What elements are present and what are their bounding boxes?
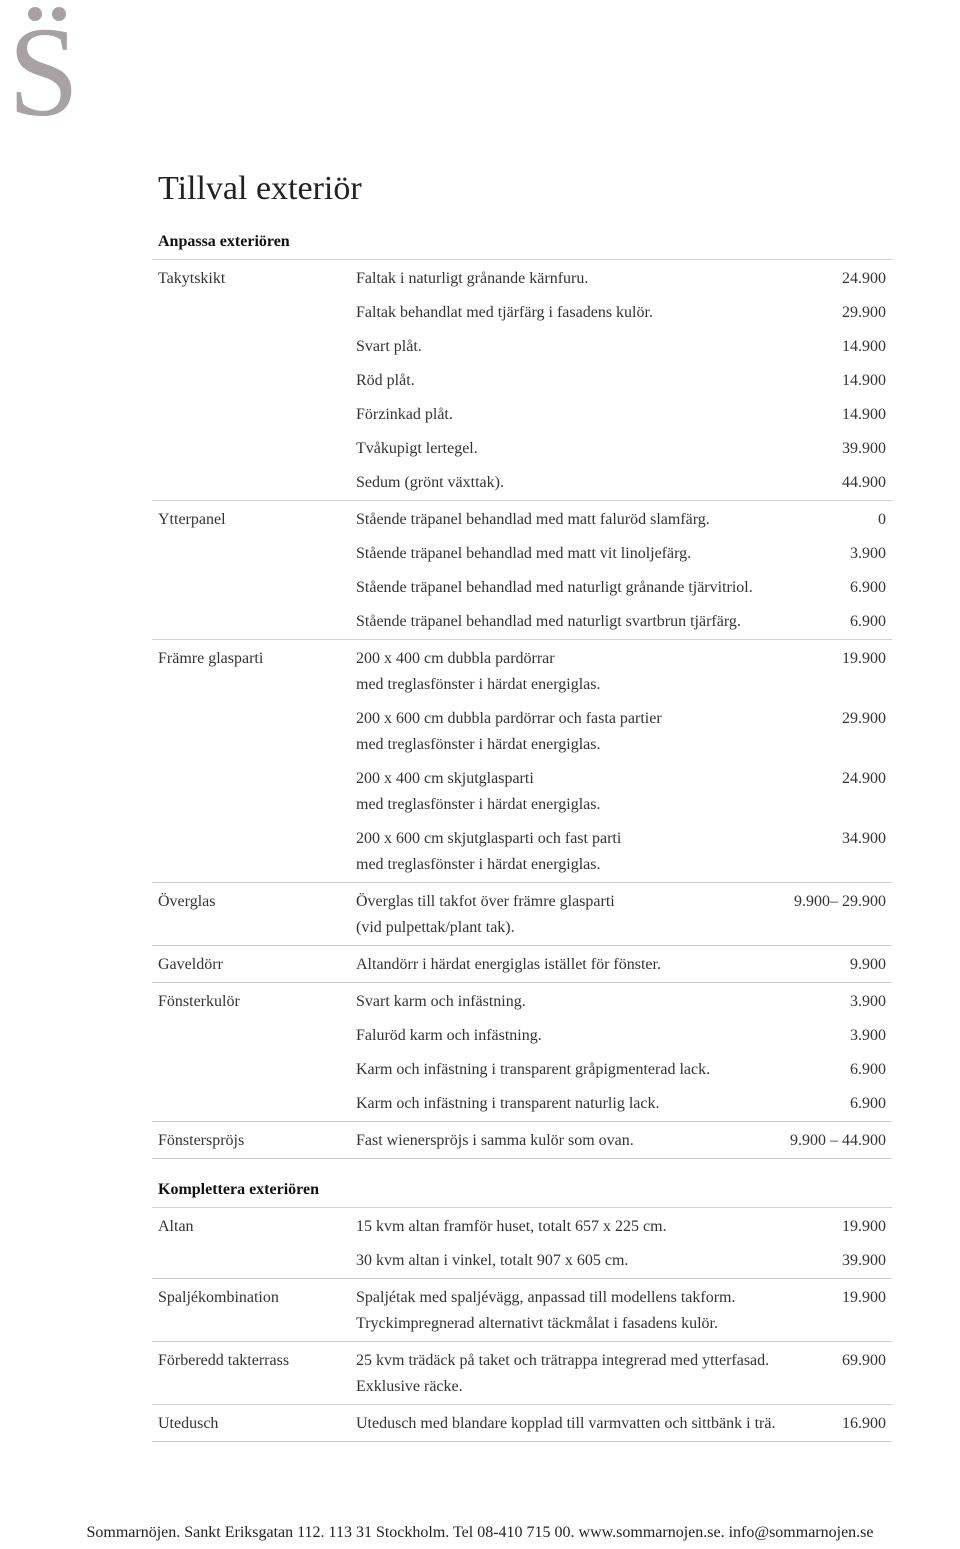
option-price: 69.900: [842, 1352, 886, 1369]
option-row: [152, 368, 892, 394]
option-description: [356, 470, 776, 496]
description-line: Altandörr i härdat energiglas istället för fönster.: [356, 956, 661, 973]
description-line: 200 x 600 cm skjutglasparti och fast parti: [356, 830, 622, 847]
option-row: [152, 1411, 892, 1437]
description-line: Spaljétak med spaljévägg, anpassad till modellens takform.: [356, 1289, 736, 1306]
option-row: [152, 609, 892, 635]
option-description: [356, 1285, 776, 1337]
description-line: Sedum (grönt växttak).: [356, 474, 504, 491]
option-description: [356, 1128, 776, 1154]
description-line: Stående träpanel behandlad med matt faluröd slamfärg.: [356, 511, 710, 528]
description-line: Faluröd karm och infästning.: [356, 1027, 542, 1044]
option-group: [152, 883, 892, 946]
description-line: Överglas till takfot över främre glasparti: [356, 893, 615, 910]
page-title: Tillval exteriör: [158, 170, 362, 207]
option-description: [356, 507, 776, 533]
option-price: 19.900: [842, 650, 886, 667]
option-description: [356, 1214, 776, 1240]
option-price: 6.900: [850, 613, 886, 630]
description-line: Röd plåt.: [356, 372, 415, 389]
option-description: [356, 826, 776, 878]
option-description: [356, 436, 776, 462]
option-price: 24.900: [842, 770, 886, 787]
option-category: Överglas: [158, 893, 216, 910]
option-price: 6.900: [850, 1095, 886, 1112]
description-line: 200 x 400 cm dubbla pardörrar: [356, 650, 555, 667]
option-group: [152, 1405, 892, 1442]
option-description: [356, 1411, 776, 1437]
option-price: 0: [878, 511, 886, 528]
option-price: 14.900: [842, 372, 886, 389]
option-description: [356, 952, 776, 978]
description-line: 200 x 400 cm skjutglasparti: [356, 770, 534, 787]
description-line: 200 x 600 cm dubbla pardörrar och fasta partier: [356, 710, 662, 727]
description-line: 15 kvm altan framför huset, totalt 657 x 225 cm.: [356, 1218, 667, 1235]
option-price: 29.900: [842, 710, 886, 727]
description-line: Karm och infästning i transparent naturlig lack.: [356, 1095, 660, 1112]
option-description: [356, 266, 776, 292]
option-group: [152, 946, 892, 983]
description-line: med treglasfönster i härdat energiglas.: [356, 856, 601, 873]
description-line: Faltak i naturligt grånande kärnfuru.: [356, 270, 589, 287]
option-category: Spaljékombination: [158, 1289, 279, 1306]
option-group: [152, 501, 892, 640]
option-price: 16.900: [842, 1415, 886, 1432]
description-line: med treglasfönster i härdat energiglas.: [356, 676, 601, 693]
option-row: [152, 300, 892, 326]
option-price: 29.900: [842, 304, 886, 321]
option-description: [356, 889, 776, 941]
option-row: [152, 334, 892, 360]
option-category: Ytterpanel: [158, 511, 226, 528]
section-komplettera-exterioren: [152, 1181, 892, 1442]
section-anpassa-exterioren: [152, 233, 892, 1159]
option-group: [152, 1208, 892, 1279]
option-price: 14.900: [842, 338, 886, 355]
option-price: 19.900: [842, 1218, 886, 1235]
option-price: 6.900: [850, 579, 886, 596]
description-line: Tvåkupigt lertegel.: [356, 440, 478, 457]
option-description: [356, 368, 776, 394]
option-group: [152, 1122, 892, 1159]
logo-letter: S: [8, 1, 80, 143]
option-group: [152, 983, 892, 1122]
description-line: Förzinkad plåt.: [356, 406, 453, 423]
description-line: Svart karm och infästning.: [356, 993, 526, 1010]
option-row: [152, 1285, 892, 1337]
option-description: [356, 1023, 776, 1049]
option-category: Fönsterspröjs: [158, 1132, 245, 1149]
description-line: Stående träpanel behandlad med naturligt grånande tjärvitriol.: [356, 579, 753, 596]
option-description: [356, 1348, 776, 1400]
option-category: Förberedd takterrass: [158, 1352, 290, 1369]
description-line: med treglasfönster i härdat energiglas.: [356, 796, 601, 813]
option-row: [152, 507, 892, 533]
description-line: med treglasfönster i härdat energiglas.: [356, 736, 601, 753]
option-description: [356, 989, 776, 1015]
description-line: Exklusive räcke.: [356, 1378, 463, 1395]
option-description: [356, 609, 776, 635]
description-line: Utedusch med blandare kopplad till varmvatten och sittbänk i trä.: [356, 1415, 776, 1432]
option-price: 6.900: [850, 1061, 886, 1078]
option-price: 44.900: [842, 474, 886, 491]
option-row: [152, 266, 892, 292]
option-group: [152, 1279, 892, 1342]
option-row: [152, 766, 892, 818]
option-group: [152, 640, 892, 883]
option-description: [356, 402, 776, 428]
option-price: 34.900: [842, 830, 886, 847]
description-line: Fast wienerspröjs i samma kulör som ovan.: [356, 1132, 634, 1149]
option-price: 3.900: [850, 993, 886, 1010]
option-description: [356, 1091, 776, 1117]
option-price: 24.900: [842, 270, 886, 287]
option-category: Främre glasparti: [158, 650, 264, 667]
option-row: [152, 1214, 892, 1240]
option-category: Fönsterkulör: [158, 993, 240, 1010]
option-row: [152, 402, 892, 428]
option-price: 3.900: [850, 545, 886, 562]
description-line: Svart plåt.: [356, 338, 422, 355]
option-row: [152, 1248, 892, 1274]
option-row: [152, 989, 892, 1015]
option-description: [356, 646, 776, 698]
option-row: [152, 436, 892, 462]
section-heading: Anpassa exteriören: [158, 233, 290, 250]
option-group: [152, 1342, 892, 1405]
option-category: Utedusch: [158, 1415, 219, 1432]
description-line: Stående träpanel behandlad med naturligt svartbrun tjärfärg.: [356, 613, 741, 630]
option-row: [152, 1091, 892, 1117]
option-category: Takytskikt: [158, 270, 226, 287]
description-line: Faltak behandlat med tjärfärg i fasadens kulör.: [356, 304, 653, 321]
option-row: [152, 1023, 892, 1049]
option-row: [152, 541, 892, 567]
option-row: [152, 952, 892, 978]
option-row: [152, 1057, 892, 1083]
option-price: 3.900: [850, 1027, 886, 1044]
option-groups: [152, 1208, 892, 1442]
option-price: 9.900– 29.900: [794, 893, 886, 910]
description-line: Karm och infästning i transparent gråpigmenterad lack.: [356, 1061, 711, 1078]
option-row: [152, 1348, 892, 1400]
option-group: [152, 260, 892, 501]
option-price: 39.900: [842, 440, 886, 457]
option-description: [356, 300, 776, 326]
option-description: [356, 334, 776, 360]
option-category: Gaveldörr: [158, 956, 223, 973]
option-price: 39.900: [842, 1252, 886, 1269]
footer-contact: Sommarnöjen. Sankt Eriksgatan 112. 113 31 Stockholm. Tel 08-410 715 00. www.sommarnojen.se. info@sommarnojen.se: [86, 1524, 874, 1541]
option-row: [152, 1128, 892, 1154]
option-description: [356, 766, 776, 818]
option-price: 19.900: [842, 1289, 886, 1306]
option-row: [152, 706, 892, 758]
option-row: [152, 889, 892, 941]
option-row: [152, 470, 892, 496]
option-row: [152, 826, 892, 878]
option-groups: [152, 260, 892, 1159]
description-line: (vid pulpettak/plant tak).: [356, 919, 515, 936]
option-description: [356, 1248, 776, 1274]
option-price: 14.900: [842, 406, 886, 423]
option-category: Altan: [158, 1218, 194, 1235]
description-line: 25 kvm trädäck på taket och trätrappa integrerad med ytterfasad.: [356, 1352, 770, 1369]
option-description: [356, 706, 776, 758]
option-row: [152, 646, 892, 698]
description-line: Stående träpanel behandlad med matt vit linoljefärg.: [356, 545, 692, 562]
section-heading: Komplettera exteriören: [158, 1181, 319, 1198]
option-price: 9.900 – 44.900: [790, 1132, 886, 1149]
description-line: Tryckimpregnerad alternativt täckmålat i fasadens kulör.: [356, 1315, 718, 1332]
description-line: 30 kvm altan i vinkel, totalt 907 x 605 cm.: [356, 1252, 629, 1269]
option-description: [356, 1057, 776, 1083]
option-description: [356, 541, 776, 567]
option-price: 9.900: [850, 956, 886, 973]
option-description: [356, 575, 776, 601]
option-row: [152, 575, 892, 601]
